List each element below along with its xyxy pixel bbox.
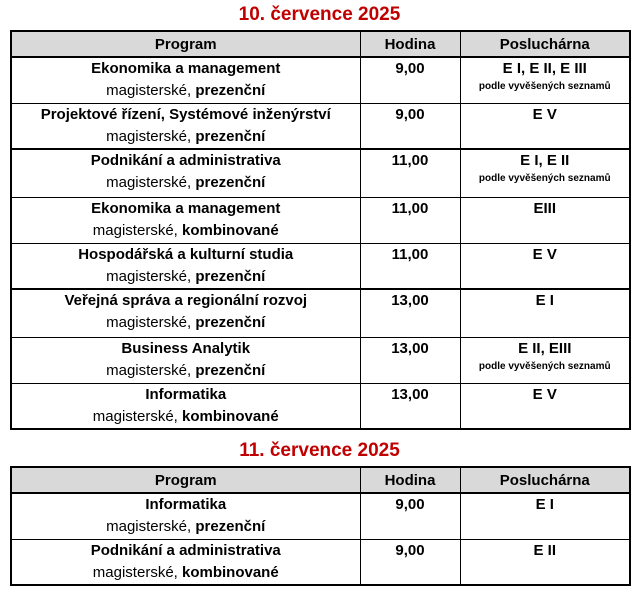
- room-name: E I, E II: [520, 152, 570, 169]
- study-form: prezenční: [195, 82, 266, 99]
- study-level: magisterské,: [106, 127, 192, 145]
- room-cell: [460, 383, 630, 429]
- room-cell: [460, 149, 630, 197]
- table-row: [11, 243, 630, 289]
- room-note: podle vyvěšených seznamů: [478, 360, 611, 372]
- program-name: Veřejná správa a regionální rozvoj: [64, 292, 308, 309]
- study-level: magisterské,: [92, 563, 178, 581]
- study-form: kombinované: [182, 563, 279, 581]
- program-name: Podnikání a administrativa: [90, 541, 281, 559]
- program-name: Ekonomika a management: [91, 199, 281, 217]
- program-type: [12, 126, 360, 148]
- program-type: [12, 562, 360, 584]
- hour-cell: 9,00: [360, 103, 460, 149]
- table-row: [11, 149, 630, 197]
- program-cell: [11, 383, 360, 429]
- program-name: Ekonomika a management: [91, 60, 281, 77]
- study-level: magisterské,: [92, 221, 178, 239]
- program-name: Informatika: [145, 385, 227, 403]
- header-room: Posluchárna: [460, 31, 630, 57]
- hour-cell: 13,00: [360, 337, 460, 383]
- study-level: magisterské,: [92, 407, 178, 425]
- room-note: podle vyvěšených seznamů: [478, 173, 611, 184]
- program-cell: [11, 149, 360, 197]
- study-form: prezenční: [195, 518, 266, 535]
- study-form: prezenční: [195, 127, 266, 145]
- study-form: prezenční: [195, 267, 266, 285]
- program-name: Informatika: [145, 496, 227, 513]
- room-name: E V: [532, 105, 557, 123]
- room-cell: [460, 493, 630, 539]
- program-type: [12, 312, 360, 334]
- room-name: EIII: [533, 199, 556, 217]
- study-level: magisterské,: [106, 518, 192, 535]
- program-type: [12, 80, 360, 102]
- program-name: Projektové řízení, Systémové inženýrství: [40, 105, 331, 123]
- header-room: Posluchárna: [460, 467, 630, 493]
- program-cell: [11, 289, 360, 337]
- room-cell: [460, 57, 630, 103]
- hour-cell: 13,00: [360, 289, 460, 337]
- program-cell: [11, 57, 360, 103]
- study-level: magisterské,: [106, 82, 192, 99]
- table-row: [11, 197, 630, 243]
- program-type: [12, 406, 360, 428]
- table-row: [11, 57, 630, 103]
- study-form: prezenční: [195, 361, 266, 379]
- hour-cell: 9,00: [360, 493, 460, 539]
- room-name: E I: [535, 292, 554, 309]
- room-note: podle vyvěšených seznamů: [478, 81, 611, 92]
- table-row: [11, 493, 630, 539]
- program-type: [12, 220, 360, 242]
- program-cell: [11, 539, 360, 585]
- program-cell: [11, 197, 360, 243]
- study-level: magisterské,: [106, 174, 192, 191]
- table-row: [11, 337, 630, 383]
- header-hour: Hodina: [360, 31, 460, 57]
- table-row: [11, 383, 630, 429]
- program-name: Business Analytik: [121, 339, 251, 357]
- day-title-2: 11. července 2025: [239, 440, 400, 461]
- hour-cell: 11,00: [360, 149, 460, 197]
- study-level: magisterské,: [106, 267, 192, 285]
- program-type: [12, 266, 360, 288]
- schedule-table-day-1: [10, 30, 631, 430]
- table-row: [11, 539, 630, 585]
- program-name: Podnikání a administrativa: [90, 152, 281, 169]
- study-level: magisterské,: [106, 361, 192, 379]
- schedule-table-day-2: [10, 466, 631, 586]
- study-level: magisterské,: [106, 314, 192, 331]
- program-type: [12, 360, 360, 382]
- room-name: E V: [532, 245, 557, 263]
- header-program: Program: [11, 467, 360, 493]
- room-cell: [460, 337, 630, 383]
- table-header: [11, 31, 630, 57]
- room-cell: [460, 289, 630, 337]
- table-header: [11, 467, 630, 493]
- program-name: Hospodářská a kulturní studia: [78, 245, 294, 263]
- program-cell: [11, 103, 360, 149]
- study-form: prezenční: [195, 314, 266, 331]
- program-type: [12, 516, 360, 538]
- table-row: [11, 103, 630, 149]
- header-program: Program: [11, 31, 360, 57]
- room-cell: [460, 103, 630, 149]
- program-cell: [11, 337, 360, 383]
- room-name: E II, EIII: [518, 339, 572, 357]
- room-cell: [460, 197, 630, 243]
- room-name: E II: [533, 541, 556, 559]
- room-name: E I: [535, 496, 554, 513]
- study-form: kombinované: [182, 221, 279, 239]
- study-form: kombinované: [182, 407, 279, 425]
- hour-cell: 9,00: [360, 57, 460, 103]
- program-cell: [11, 493, 360, 539]
- day-title-1: 10. července 2025: [238, 4, 401, 25]
- room-cell: [460, 243, 630, 289]
- study-form: prezenční: [195, 174, 266, 191]
- hour-cell: 13,00: [360, 383, 460, 429]
- hour-cell: 11,00: [360, 243, 460, 289]
- room-name: E V: [532, 385, 557, 403]
- hour-cell: 11,00: [360, 197, 460, 243]
- header-hour: Hodina: [360, 467, 460, 493]
- hour-cell: 9,00: [360, 539, 460, 585]
- table-row: [11, 289, 630, 337]
- room-name: E I, E II, E III: [502, 60, 587, 77]
- room-cell: [460, 539, 630, 585]
- program-type: [12, 172, 360, 194]
- program-cell: [11, 243, 360, 289]
